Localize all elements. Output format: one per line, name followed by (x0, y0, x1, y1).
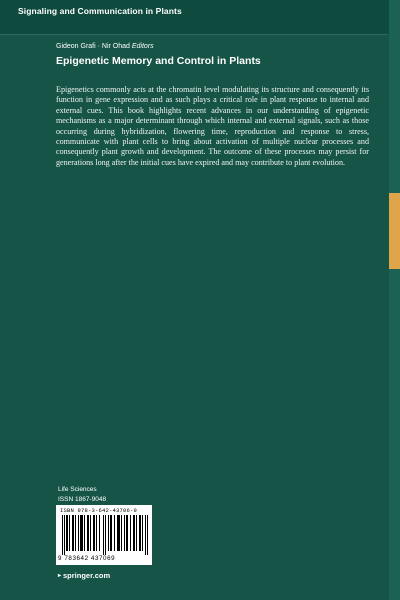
divider-line (0, 34, 388, 35)
barcode-digits: 9 783642 437069 (58, 555, 116, 562)
barcode-bars (62, 515, 148, 555)
editors-line (56, 43, 154, 50)
accent-tab (389, 193, 400, 269)
subject-label: Life Sciences (58, 486, 97, 493)
right-pointer-icon: ▸ (58, 573, 62, 579)
book-description: Epigenetics commonly acts at the chromatin level modulating its structure and consequently its function in gene expression and as such plays a critical role in plant response to internal and external cues. This book highlights recent advances in our understanding of epigenetic mechanisms as a major determinant through which internal and external signals, such as those occurring during hybridization, flowering time, reproduction and response to stress, communicate with plant cells to bring about activation of multiple nuclear processes and consequently plant growth and development. The outcome of these processes may persist for generations long after the initial cues have expired and may contribute to plant evolution. (56, 85, 369, 167)
publisher-link[interactable] (58, 571, 110, 580)
editors-role: Editors (131, 43, 154, 50)
spine-edge (389, 0, 400, 600)
series-name: Signaling and Communication in Plants (18, 6, 182, 16)
barcode (56, 505, 152, 565)
issn-label: ISSN 1867-9048 (58, 496, 107, 503)
publisher-url: springer.com (63, 571, 111, 580)
book-title: Epigenetic Memory and Control in Plants (56, 55, 261, 67)
isbn-label: ISBN 978-3-642-43706-9 (60, 507, 138, 514)
editors-names: Gideon Grafi · Nir Ohad (56, 43, 130, 50)
series-band (0, 0, 400, 35)
